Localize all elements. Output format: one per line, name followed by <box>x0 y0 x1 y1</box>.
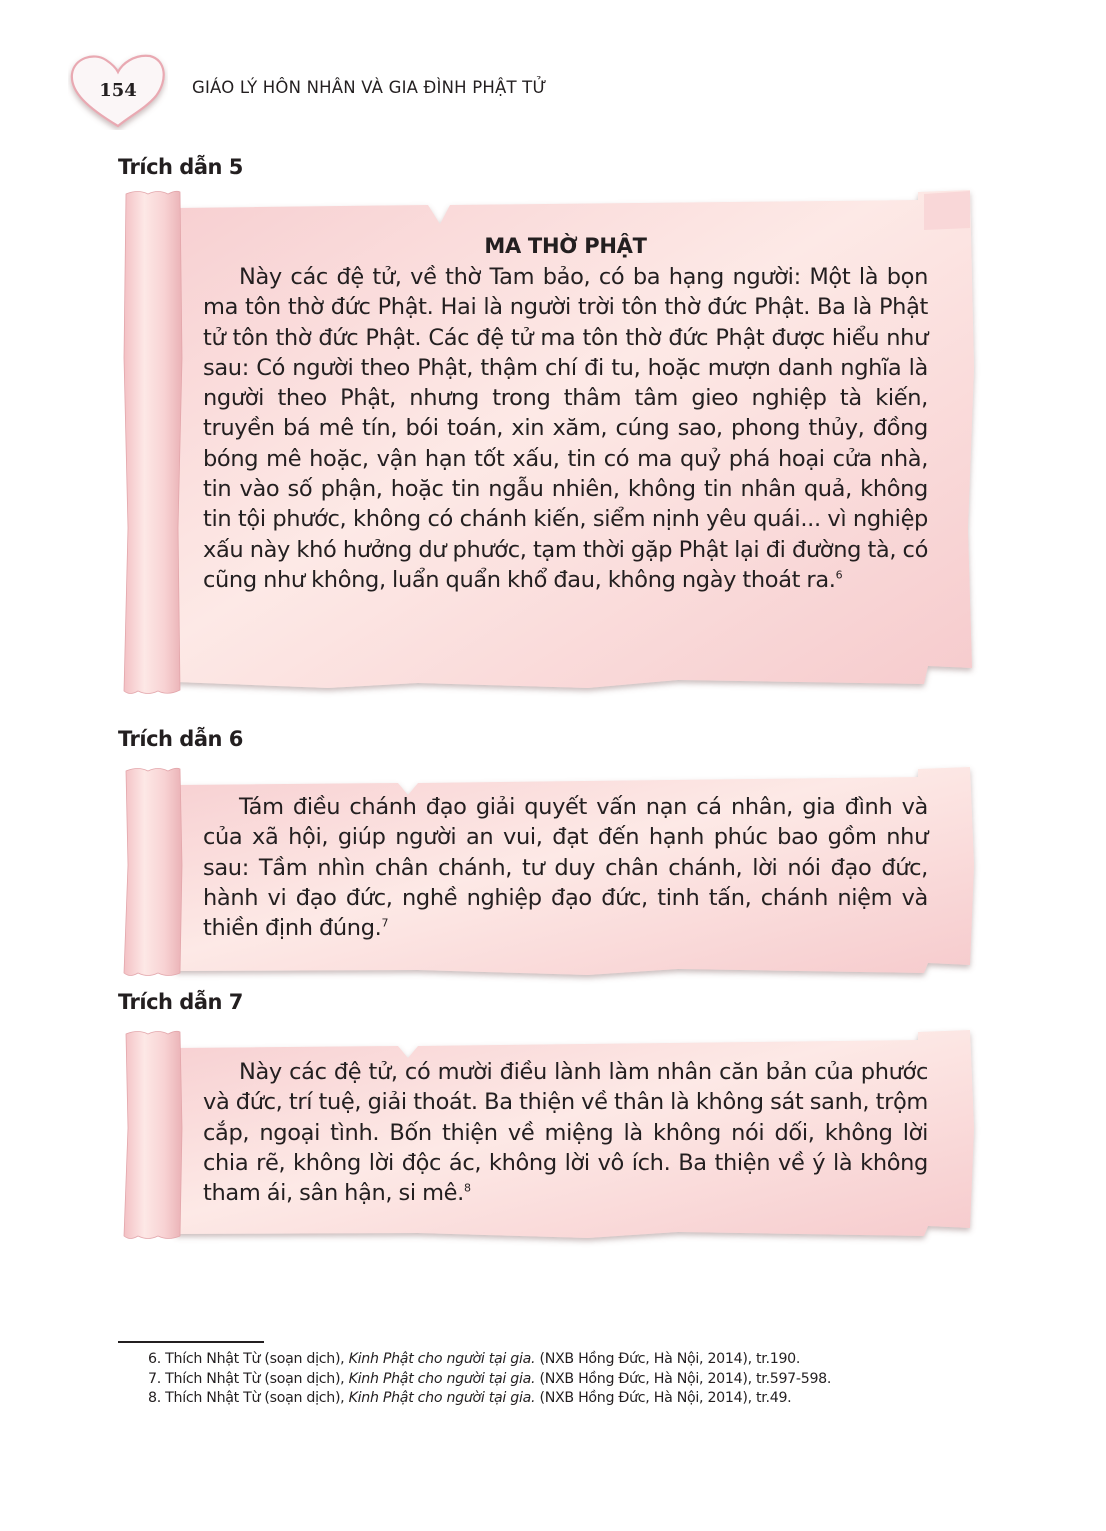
quote-text: Tám điều chánh đạo giải quyết vấn nạn cá nhân, gia đình và của xã hội, giúp người an vui, đạt đến hạnh phúc bao gồm như sau: Tầm nhìn chân chánh, tư duy chân chánh, lời nói đạo đức, hành vi đạo đức, nghề nghiệp đạo đức, tinh tấn, chánh niệm và thiền định đúng.$^7$ <box>203 794 928 942</box>
quote-text: Này các đệ tử, có mười điều lành làm nhân căn bản của phước và đức, trí tuệ, giải thoát. Ba thiện về thân là không sát sanh, trộm cắp, ngoại tình. Bốn thiện về miệng là không nói dối, không lời chia rẽ, không lời độc ác, không lời vô ích. Ba thiện về ý là không tham ái, sân hận, si mê.$^8$ <box>203 1059 928 1207</box>
page-number: 154 <box>99 80 137 101</box>
quote-body-6 <box>203 792 928 943</box>
footnote-8: 8. Thích Nhật Từ (soạn dịch), Kinh Phật cho người tại gia. (NXB Hồng Đức, Hà Nội, 2014), tr.49. <box>148 1390 792 1406</box>
section-title-quote-7: Trích dẫn 7 <box>118 990 243 1014</box>
section-title-quote-6: Trích dẫn 6 <box>118 727 243 751</box>
quote-scroll-6 <box>118 765 980 980</box>
footnote-6: 6. Thích Nhật Từ (soạn dịch), Kinh Phật cho người tại gia. (NXB Hồng Đức, Hà Nội, 2014), tr.190. <box>148 1351 801 1367</box>
footnote-ref[interactable]: 7 <box>381 916 389 930</box>
quote-heading: MA THỜ PHẬT <box>484 234 647 258</box>
quote-body-5 <box>203 234 928 595</box>
quote-body-7 <box>203 1057 928 1208</box>
running-title: GIÁO LÝ HÔN NHÂN VÀ GIA ĐÌNH PHẬT TỬ <box>192 78 547 97</box>
quote-scroll-7 <box>118 1028 980 1243</box>
section-title-quote-5: Trích dẫn 5 <box>118 155 243 179</box>
quote-scroll-5 <box>118 188 980 698</box>
quote-text: Này các đệ tử, về thờ Tam bảo, có ba hạng người: Một là bọn ma tôn thờ đức Phật. Hai là người trời tôn thờ đức Phật. Ba là Phật tử tôn thờ đức Phật. Các đệ tử ma tôn thờ đức Phật được hiểu như sau: Có người theo Phật, thậm chí đi tu, hoặc mượn danh nghĩa là người theo Phật, nhưng trong thâm tâm gieo nghiệp tà kiến, truyền bá mê tín, bói toán, xin xăm, cúng sao, phong thủy, đồng bóng mê hoặc, vận hạn tốt xấu, tin có ma quỷ phá hoại cửa nhà, tin vào số phận, hoặc tin ngẫu nhiên, không tin nhân quả, không tin tội phước, không có chánh kiến, siểm nịnh yêu quái... vì nghiệp xấu này khó hưởng dư phước, tạm thời gặp Phật lại đi đường tà, có cũng như không, luẩn quẩn khổ đau, không ngày thoát ra.$^6$ <box>203 264 928 593</box>
footnote-ref[interactable]: 8 <box>463 1181 471 1195</box>
footnote-7: 7. Thích Nhật Từ (soạn dịch), Kinh Phật cho người tại gia. (NXB Hồng Đức, Hà Nội, 2014), tr.597-598. <box>148 1370 832 1387</box>
footnotes <box>118 1350 988 1409</box>
footnote-divider <box>118 1341 264 1343</box>
footnote-ref[interactable]: 6 <box>835 568 843 582</box>
